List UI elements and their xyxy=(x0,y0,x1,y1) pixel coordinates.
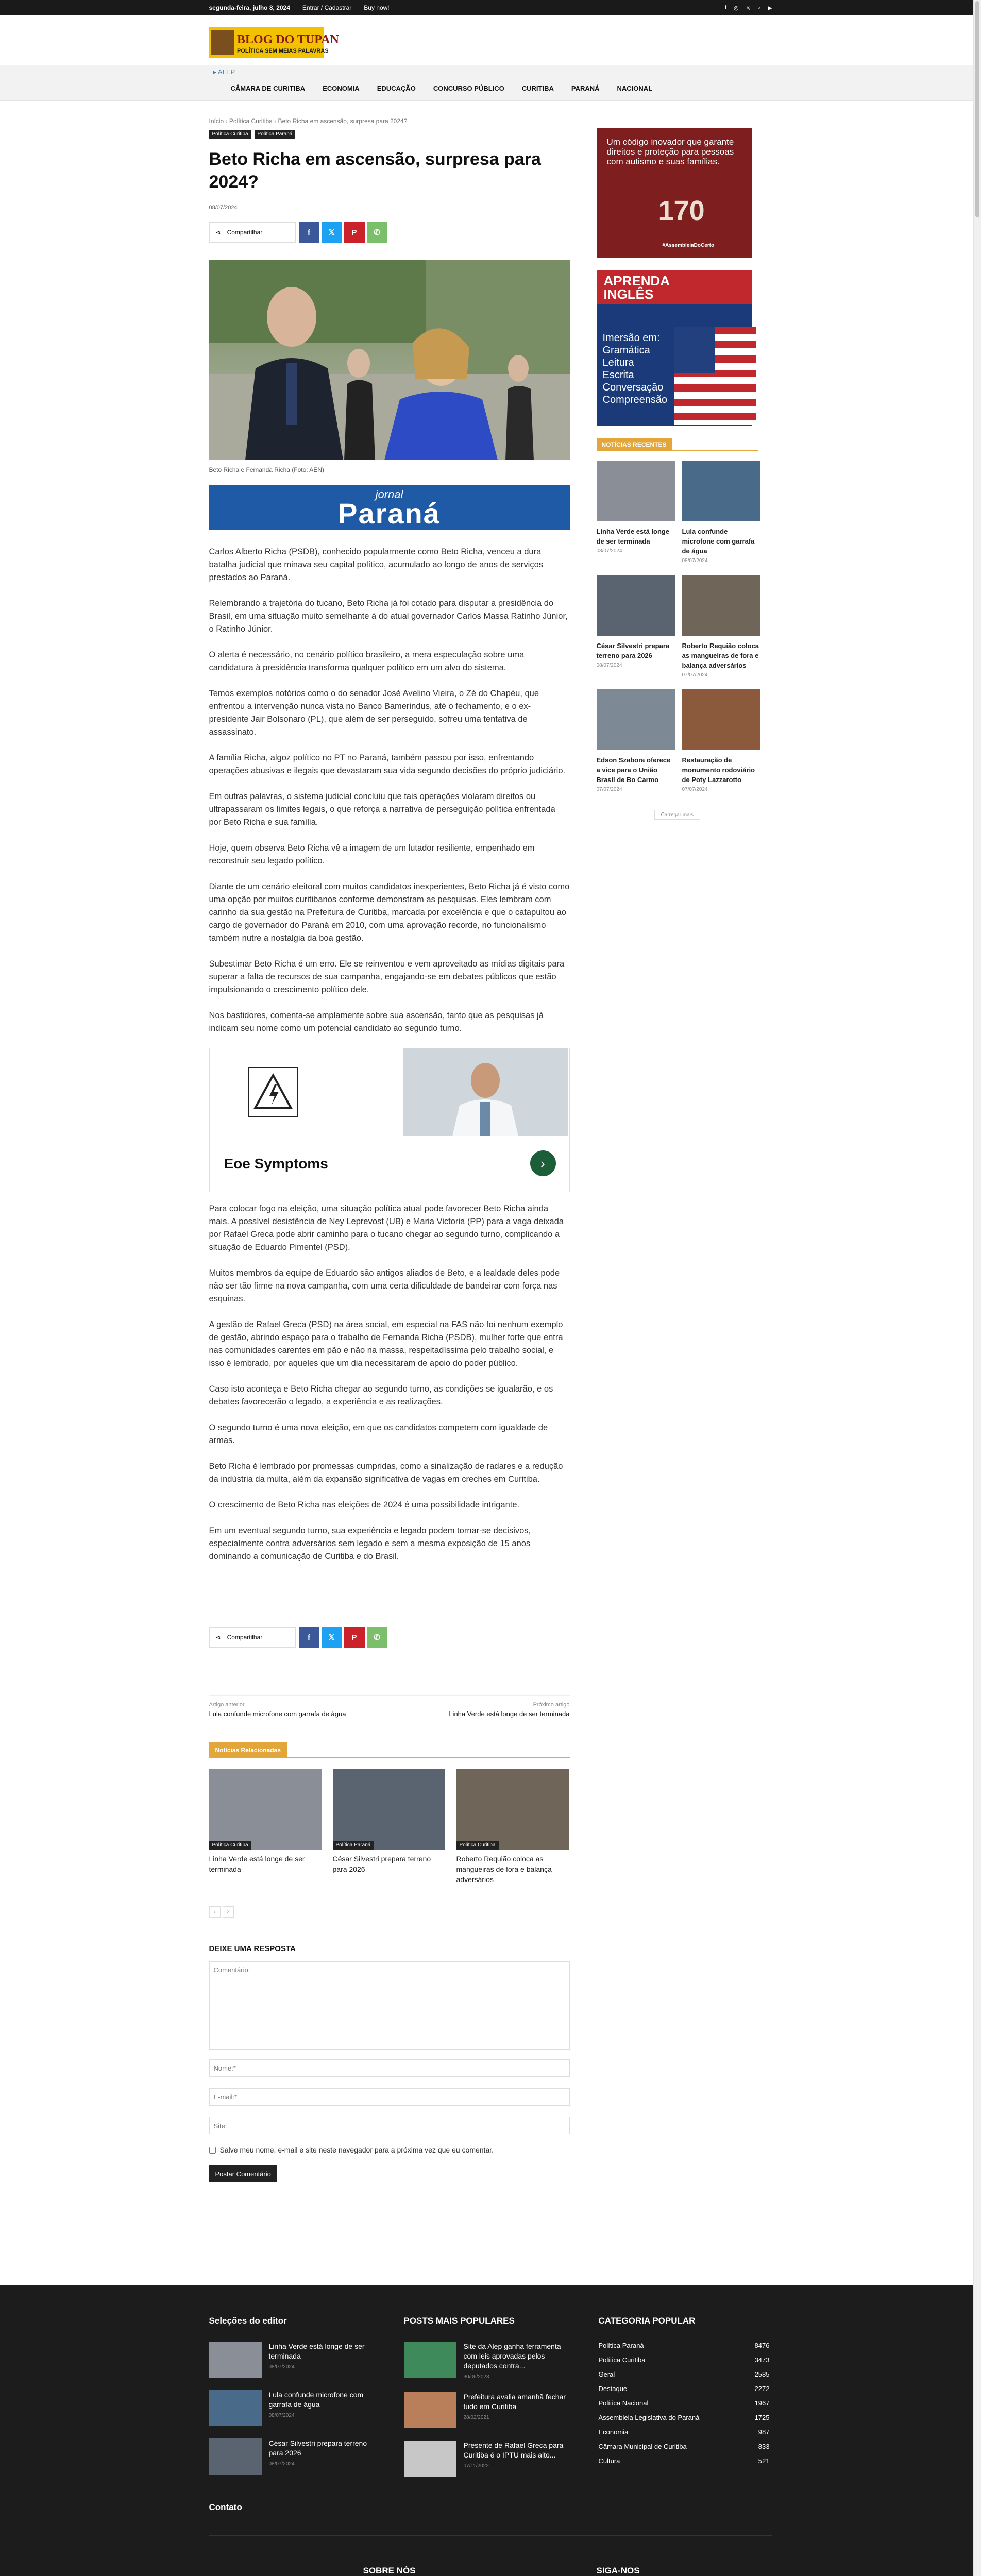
paragraph: Para colocar fogo na eleição, uma situação política atual pode favorecer Beto Richa ainda mais. A possível desistência de Ney Leprevost (UB) e Maria Victoria (PP) para a vaga deixada por Rafael Greca pode abrir caminho para o tucano chegar ao segundo turno, complicando a situação de Eduardo Pimentel (PSD). xyxy=(209,1204,564,1252)
recent-image xyxy=(597,461,675,521)
article-title: Beto Richa em ascensão, surpresa para 2024? xyxy=(209,149,541,192)
doctor-image xyxy=(403,1048,568,1136)
related-title: Roberto Requião coloca as mangueiras de fora e balança adversários xyxy=(456,1855,552,1884)
paragraph: Diante de um cenário eleitoral com muitos candidatos inexperientes, Beto Richa já é visto como uma opção por muitos curitibanos conforme demonstram as pesquisas. Eles lembram com carinho da sua gestão na Prefeitura de Curitiba, marcada por excelência e que o catapultou ao cargo de governador do Paraná em 2010, com uma aprovação recorde, no funcionalismo também nutre a nostalgia da boa gestão. xyxy=(209,882,570,943)
recent-image xyxy=(682,461,760,521)
scrollbar-thumb[interactable] xyxy=(975,1,979,217)
category-link[interactable]: Geral 2585 xyxy=(598,2370,770,2378)
paragraph: Carlos Alberto Richa (PSDB), conhecido popularmente como Beto Richa, venceu a dura batalha judicial que minava seu capital político, acumulado ao longo de anos de serviços prestados ao Paraná. xyxy=(209,547,543,582)
page-scrollbar[interactable] xyxy=(973,0,981,2576)
menu-item-curitiba[interactable]: CURITIBA xyxy=(521,84,554,92)
menu-item-nacional[interactable]: NACIONAL xyxy=(617,84,653,92)
share-button[interactable]: ⋖ Compartilhar xyxy=(209,222,296,243)
menu-item-educacao[interactable]: EDUCAÇÃO xyxy=(377,84,416,92)
menu-item-concurso[interactable]: CONCURSO PÚBLICO xyxy=(433,84,504,92)
footer-post[interactable]: Linha Verde está longe de ser terminada 08/07/2024 xyxy=(209,2342,380,2378)
whatsapp-share-icon[interactable]: ✆ xyxy=(367,1627,387,1648)
facebook-icon[interactable]: f xyxy=(724,4,727,11)
comment-field[interactable] xyxy=(209,1961,570,2050)
next-page-icon[interactable]: › xyxy=(223,1906,234,1918)
sidebar-ad-alep[interactable]: Um código inovador que garante direitos e proteção para pessoas com autismo e suas famílias. 170 #AssembleiaDoCerto xyxy=(597,128,752,258)
paragraph: O crescimento de Beto Richa nas eleições de 2024 é uma possibilidade intrigante. xyxy=(209,1500,520,1510)
email-field[interactable] xyxy=(209,2088,570,2106)
share-icon: ⋖ xyxy=(215,1634,221,1641)
article-date: 08/07/2024 xyxy=(209,205,238,211)
hero-image xyxy=(209,260,570,460)
recent-grid xyxy=(597,461,758,792)
paragraph: A família Richa, algoz político no PT no Paraná, também passou por isso, enfrentando operações abusivas e ilegais que devastaram sua vida segundo decisões do próprio judiciário. xyxy=(209,753,566,775)
login-link[interactable]: Entrar / Cadastrar xyxy=(302,4,352,11)
ad-go-button[interactable]: › xyxy=(530,1150,556,1176)
footer-divider xyxy=(209,2535,772,2536)
follow-heading: SIGA-NOS xyxy=(596,2566,640,2575)
popular-posts: POSTS MAIS POPULARES Site da Alep ganha ferramenta com leis aprovadas pelos deputados contra... 30/06/2023 Prefeitura avalia amanhã fechar tudo em Curitiba 28/02/2021 Presente de Rafael Greca para Curitiba é o IPTU mais alto... 07/11/2022 xyxy=(404,2316,575,2489)
category-link[interactable]: Política Curitiba 3473 xyxy=(598,2356,770,2364)
article-main xyxy=(209,117,570,2182)
related-grid xyxy=(209,1769,570,1885)
x-share-icon[interactable]: 𝕏 xyxy=(322,222,342,243)
recent-card[interactable]: Edson Szabora oferece a vice para o União Brasil de Bo Carmo 07/07/2024 xyxy=(597,689,675,792)
footer-post[interactable]: Site da Alep ganha ferramenta com leis aprovadas pelos deputados contra... 30/06/2023 xyxy=(404,2342,575,2380)
recent-image xyxy=(682,575,760,636)
share-bar-bottom xyxy=(209,1627,570,1648)
footer-post[interactable]: Lula confunde microfone com garrafa de água 08/07/2024 xyxy=(209,2390,380,2426)
related-card[interactable] xyxy=(333,1769,445,1885)
paragraph: Caso isto aconteça e Beto Richa chegar ao segundo turno, as condições se igualarão, e os debates favorecerão o legado, a experiência e as realizações. xyxy=(209,1384,553,1406)
post-thumb xyxy=(404,2441,456,2477)
prev-article[interactable]: Artigo anterior Lula confunde microfone com garrafa de água xyxy=(209,1702,346,1718)
whatsapp-share-icon[interactable]: ✆ xyxy=(367,222,387,243)
paragraph: Temos exemplos notórios como o do senador José Avelino Vieira, o Zé do Chapéu, que enfrentou a intervenção nunca vista no Banco Bamerindus, até o fechamento, e o ex-presidente Jair Bolsonaro (PL), que além de ser perseguido, sofreu uma tentativa de assassinato. xyxy=(209,689,539,737)
footer-post[interactable]: Presente de Rafael Greca para Curitiba é o IPTU mais alto... 07/11/2022 xyxy=(404,2441,575,2477)
paragraph: Em outras palavras, o sistema judicial concluiu que tais operações violaram direitos ou ultrapassaram os limites legais, o que reforça a narrativa de perseguição política enfrentada por Beto Richa e sua família. xyxy=(209,792,555,827)
post-thumb xyxy=(209,2390,262,2426)
alep-link[interactable]: ▸ ALEP xyxy=(213,68,235,76)
category-link[interactable]: Economia 987 xyxy=(598,2428,770,2436)
pinterest-share-icon[interactable]: P xyxy=(344,1627,365,1648)
recent-card[interactable]: Restauração de monumento rodoviário de Poty Lazzarotto 07/07/2024 xyxy=(682,689,760,792)
ad-title: Eoe Symptoms xyxy=(224,1156,328,1172)
footer-post[interactable]: César Silvestri prepara terreno para 2026 08/07/2024 xyxy=(209,2438,380,2475)
related-pagination xyxy=(209,1906,570,1918)
recent-image xyxy=(682,689,760,750)
article-tags xyxy=(209,130,570,139)
name-field[interactable] xyxy=(209,2059,570,2077)
follow-section xyxy=(597,2566,646,2576)
youtube-icon[interactable]: ▶ xyxy=(768,5,772,11)
post-thumb xyxy=(404,2392,456,2428)
paragraph: Nos bastidores, comenta-se amplamente sobre sua ascensão, tanto que as pesquisas já indicam seu nome como um potencial candidato ao segundo turno. xyxy=(209,1011,544,1033)
paragraph: Beto Richa é lembrado por promessas cumpridas, como a sinalização de radares e a redução da indústria da multa, além da expansão significativa de vagas em creches em Curitiba. xyxy=(209,1462,563,1484)
tiktok-icon[interactable]: ♪ xyxy=(757,4,761,11)
post-thumb xyxy=(209,2438,262,2475)
recent-heading: NOTÍCIAS RECENTES xyxy=(597,438,758,451)
popular-categories: CATEGORIA POPULAR Política Paraná 8476 Política Curitiba 3473 Geral 2585 Destaque 2272 Política Nacional 1967 Assembleia Legislativa do Paraná 1725 Economia 987 Câmara Municipal de Curitiba 833 Cultura 521 xyxy=(598,2316,770,2465)
facebook-share-icon[interactable]: f xyxy=(299,1627,319,1648)
facebook-share-icon[interactable]: f xyxy=(299,222,319,243)
site-footer xyxy=(0,2285,981,2576)
prev-next-nav xyxy=(209,1695,570,1718)
article-body-a xyxy=(209,546,570,1035)
prev-page-icon[interactable]: ‹ xyxy=(209,1906,221,1918)
submit-comment-button[interactable]: Postar Comentário xyxy=(209,2165,277,2182)
social-icons xyxy=(725,5,772,11)
x-share-icon[interactable]: 𝕏 xyxy=(322,1627,342,1648)
save-info-checkbox[interactable]: Salve meu nome, e-mail e site neste navegador para a próxima vez que eu comentar. xyxy=(209,2146,570,2154)
top-bar xyxy=(0,0,981,15)
svg-text:BLOG DO TUPAN: BLOG DO TUPAN xyxy=(236,33,339,46)
website-field[interactable] xyxy=(209,2117,570,2134)
related-image: Política Curitiba xyxy=(456,1769,569,1850)
image-caption: Beto Richa e Fernanda Richa (Foto: AEN) xyxy=(209,466,324,473)
instagram-icon[interactable]: ◎ xyxy=(734,5,739,11)
category-link[interactable]: Política Nacional 1967 xyxy=(598,2399,770,2407)
share-icon: ⋖ xyxy=(215,229,221,236)
recent-card[interactable]: César Silvestri prepara terreno para 2026 08/07/2024 xyxy=(597,575,675,678)
recent-image xyxy=(597,689,675,750)
jornal-parana-banner[interactable]: jornal Paraná xyxy=(209,485,570,530)
tag-politica-curitiba[interactable]: Política Curitiba xyxy=(209,130,251,139)
comment-form xyxy=(209,1944,570,2182)
related-image: Política Paraná xyxy=(333,1769,445,1850)
sidebar-ad-ingles[interactable]: APRENDA INGLÊS Imersão em: Gramática Leitura Escrita Conversação Compreensão xyxy=(597,270,752,426)
share-button[interactable]: ⋖ Compartilhar xyxy=(209,1627,296,1648)
tag-politica-parana[interactable]: Política Paraná xyxy=(255,130,296,139)
save-info-check[interactable] xyxy=(209,2147,216,2154)
buy-now-link[interactable]: Buy now! xyxy=(364,4,390,11)
warning-icon xyxy=(248,1067,298,1117)
category-link[interactable]: Política Paraná 8476 xyxy=(598,2342,770,2349)
paragraph: Em um eventual segundo turno, sua experiência e legado podem tornar-se decisivos, especialmente contra adversários sem legado e sem a mesma exposição de 15 anos dominando a comunicação de Curitiba e do Brasil. xyxy=(209,1526,531,1561)
category-link[interactable]: Destaque 2272 xyxy=(598,2385,770,2393)
paragraph: Subestimar Beto Richa é um erro. Ele se reinventou e vem aproveitado as mídias digitais para superar a falta de recursos de sua campanha, engajando-se em debates públicos que estão impulsionando o crescimento político dele. xyxy=(209,959,565,994)
recent-card[interactable]: Roberto Requião coloca as mangueiras de fora e balança adversários 07/07/2024 xyxy=(682,575,760,678)
recent-card[interactable]: Lula confunde microfone com garrafa de água 08/07/2024 xyxy=(682,461,760,564)
x-icon[interactable]: 𝕏 xyxy=(746,5,751,11)
post-thumb xyxy=(404,2342,456,2378)
menu-item-parana[interactable]: PARANÁ xyxy=(571,84,600,92)
menu-item-camara[interactable]: CÂMARA DE CURITIBA xyxy=(230,84,306,92)
inline-ad[interactable] xyxy=(209,1048,570,1192)
related-title: Linha Verde está longe de ser terminada xyxy=(209,1855,305,1873)
recent-image xyxy=(597,575,675,636)
paragraph: O segundo turno é uma nova eleição, em que os candidatos competem com igualdade de armas. xyxy=(209,1423,548,1445)
related-image: Política Curitiba xyxy=(209,1769,322,1850)
pinterest-share-icon[interactable]: P xyxy=(344,222,365,243)
sidebar xyxy=(593,117,758,2182)
breadcrumb: Início › Política Curitiba › Beto Richa em ascensão, surpresa para 2024? xyxy=(209,117,408,125)
related-card[interactable] xyxy=(456,1769,569,1885)
reply-heading: DEIXE UMA RESPOSTA xyxy=(209,1944,296,1953)
current-date: segunda-feira, julho 8, 2024 xyxy=(209,4,290,11)
menu-item-economia[interactable]: ECONOMIA xyxy=(323,84,360,92)
paragraph: A gestão de Rafael Greca (PSD) na área social, em especial na FAS não foi nenhum exemplo de gestão, abrindo espaço para o trabalho de Fernanda Richa (PSDB), mulher forte que entra nas comunidades carentes em pão e não na massa, respeitadíssima pelo trabalho social, e isso é lembrado, por aqueles que um dia necessitaram de apoio do poder público. xyxy=(209,1320,563,1368)
related-title: César Silvestri prepara terreno para 2026 xyxy=(332,1855,431,1873)
paragraph: O alerta é necessário, no cenário político brasileiro, a mera especulação sobre uma candidatura à presidência transforma qualquer político em um alvo do sistema. xyxy=(209,650,525,672)
category-link[interactable]: Cultura 521 xyxy=(598,2457,770,2465)
share-bar-top xyxy=(209,222,570,243)
paragraph: Muitos membros da equipe de Eduardo são antigos aliados de Beto, e a lealdade deles pode não ser tão firme na nova campanha, com uma certa dificuldade de bandeirar com força nas esquinas. xyxy=(209,1268,560,1303)
contact-link[interactable]: Contato xyxy=(209,2502,242,2512)
related-card[interactable] xyxy=(209,1769,322,1885)
editor-picks: Seleções do editor Linha Verde está longe de ser terminada 08/07/2024 Lula confunde microfone com garrafa de água 08/07/2024 César Silvestri prepara terreno para 2026 08/07/2024 xyxy=(209,2316,380,2489)
svg-text:POLÍTICA SEM MEIAS PALAVRAS: POLÍTICA SEM MEIAS PALAVRAS xyxy=(236,48,329,54)
related-heading: Notícias Relacionadas xyxy=(209,1742,570,1758)
about-heading: SOBRE NÓS xyxy=(363,2566,416,2575)
load-more-button[interactable]: Carregar mais xyxy=(654,810,700,820)
category-link[interactable]: Assembleia Legislativa do Paraná 1725 xyxy=(598,2414,770,2421)
ad2-lines: Imersão em: Gramática Leitura Escrita Conversação Compreensão xyxy=(602,332,668,405)
post-thumb xyxy=(209,2342,262,2378)
category-link[interactable]: Câmara Municipal de Curitiba 833 xyxy=(598,2443,770,2450)
footer-post[interactable]: Prefeitura avalia amanhã fechar tudo em Curitiba 28/02/2021 xyxy=(404,2392,575,2428)
article-body-b xyxy=(209,1202,570,1563)
paragraph: Hoje, quem observa Beto Richa vê a imagem de um lutador resiliente, empenhado em reconstruir seu legado político. xyxy=(209,843,535,866)
next-article[interactable]: Próximo artigo Linha Verde está longe de ser terminada xyxy=(449,1702,570,1718)
paragraph: Relembrando a trajetória do tucano, Beto Richa já foi cotado para disputar a presidência do Brasil, em uma situação muito semelhante à do atual governador Carlos Massa Ratinho Júnior, o Ratinho Júnior. xyxy=(209,599,568,634)
recent-card[interactable]: Linha Verde está longe de ser terminada 08/07/2024 xyxy=(597,461,675,564)
